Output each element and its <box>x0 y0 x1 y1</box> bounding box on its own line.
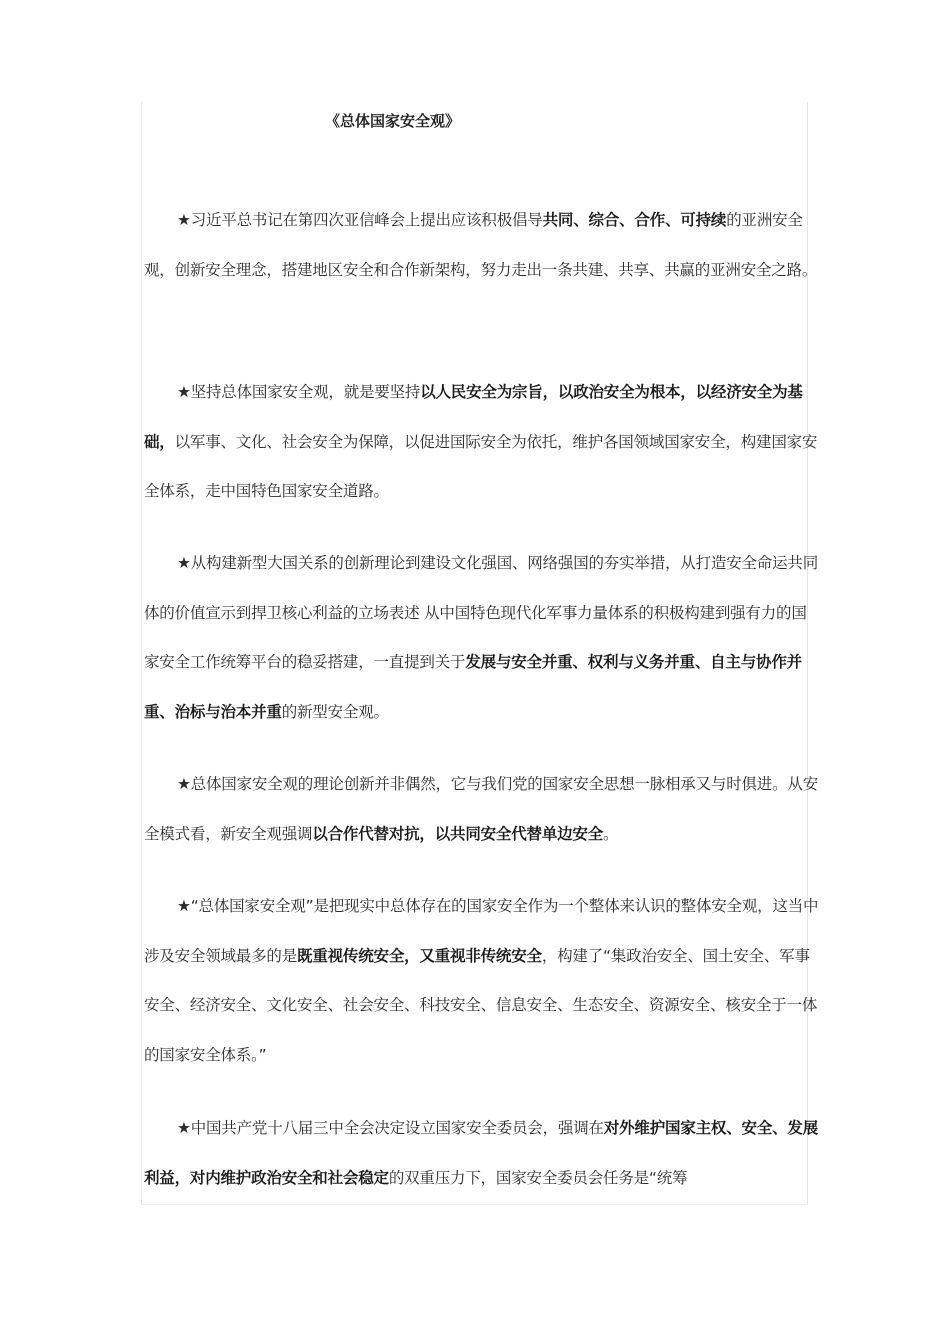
text-span: 的双重压力下，国家安全委员会任务是“统筹 <box>388 1168 688 1187</box>
text-span: 。 <box>603 824 619 843</box>
text-span: ★中国共产党十八届三中全会决定设立国家安全委员会，强调在 <box>177 1119 604 1137</box>
document-page <box>141 102 819 1205</box>
text-span: ★坚持总体国家安全观，就是要坚持 <box>177 383 421 401</box>
text-span: ★从构建新型大国关系的创新理论到建设文化强国、网络强国的夯实举措，从打造安全命运共同体的价值宣示到捍卫核心利益的立场表述 从中国特色现代化军事力量体系的积极构建到强有力的国家安全工作统筹平台的稳妥搭建，一直提到关于 <box>144 554 818 671</box>
text-span: ★总体国家安全观的理论创新并非偶然，它与我们党的国家安全思想一脉相承又与时俱进。从安全模式看，新安全观强调 <box>144 775 818 843</box>
text-span: 的新型安全观。 <box>281 702 389 721</box>
text-span: ，构建了“集政治安全、国土安全、军事安全、经济安全、文化安全、社会安全、科技安全、信息安全、生态安全、资源安全、核安全于一体的国家安全体系。” <box>144 946 818 1064</box>
text-span: ★习近平总书记在第四次亚信峰会上提出应该积极倡导 <box>177 211 543 229</box>
paragraph-2 <box>144 368 820 517</box>
paragraph-5 <box>144 882 820 1080</box>
text-span: 的亚洲安全观，创新安全理念，搭建地区安全和合作新架构，努力走出一条共建、共享、共赢的亚洲安全之路。 <box>144 211 818 279</box>
text-span: ★“总体国家安全观”是把现实中总体存在的国家安全作为一个整体来认识的整体安全观，这当中涉及安全领域最多的是 <box>144 897 819 965</box>
bold-text-span: 对外维护国家主权、安全、发展利益，对内维护政治安全和社会稳定 <box>144 1119 819 1187</box>
document-title: 《总体国家安全观》 <box>325 112 461 130</box>
bold-text-span: 以合作代替对抗，以共同安全代替单边安全 <box>312 824 604 843</box>
bold-text-span: 以人民安全为宗旨，以政治安全为根本，以经济安全为基础， <box>144 383 803 451</box>
paragraph-1 <box>144 196 820 295</box>
bold-text-span: 既重视传统安全，又重视非传统安全 <box>297 946 542 965</box>
paragraph-6 <box>144 1104 820 1203</box>
bold-text-span: 发展与安全并重、权利与义务并重、自主与协作并重、治标与治本并重 <box>144 653 802 721</box>
bold-text-span: 共同、综合、合作、可持续 <box>542 211 727 229</box>
text-span: 以军事、文化、社会安全为保障，以促进国际安全为依托，维护各国领域国家安全，构建国家安全体系，走中国特色国家安全道路。 <box>144 432 818 500</box>
paragraph-3 <box>144 539 820 737</box>
paragraph-4 <box>144 760 820 859</box>
